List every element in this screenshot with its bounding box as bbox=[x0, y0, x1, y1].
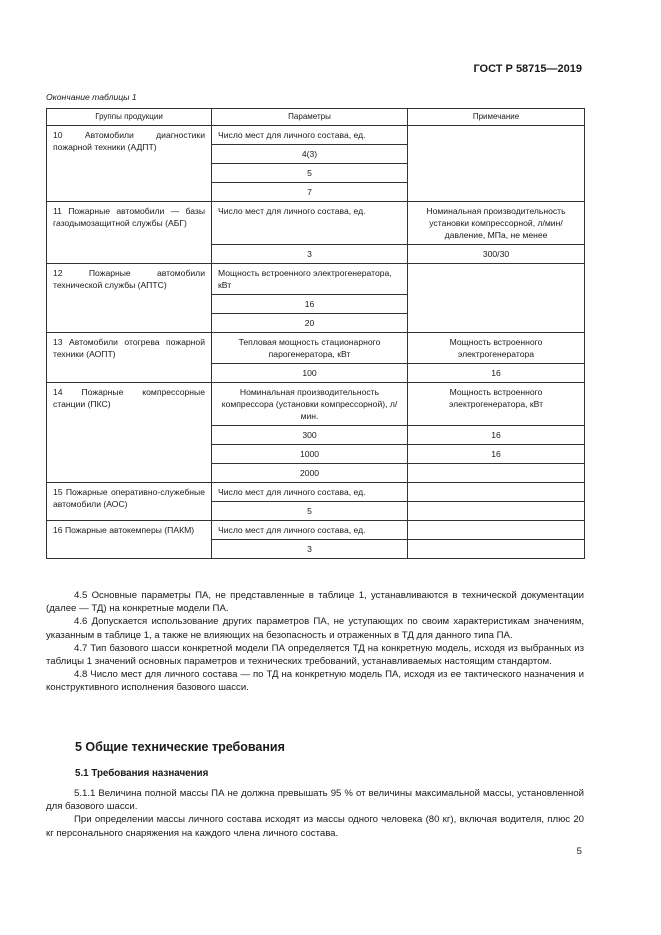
parameter-cell: 7 bbox=[212, 183, 408, 202]
paragraph-5-1-1: 5.1.1 Величина полной массы ПА не должна превышать 95 % от величины максимальной массы, установленной для базового шасси. bbox=[46, 788, 584, 813]
note-cell: Мощность встроенного электрогенератора, кВт bbox=[408, 383, 585, 426]
parameter-cell: Число мест для личного состава, ед. bbox=[212, 521, 408, 540]
parameter-cell: Номинальная производительность компрессора (установки компрессорной), л/мин. bbox=[212, 383, 408, 426]
parameter-cell: 1000 bbox=[212, 445, 408, 464]
parameter-cell: 4(3) bbox=[212, 145, 408, 164]
parameter-cell: 2000 bbox=[212, 464, 408, 483]
note-cell bbox=[408, 540, 585, 559]
parameter-cell: 3 bbox=[212, 540, 408, 559]
note-cell: 16 bbox=[408, 364, 585, 383]
group-cell: 13 Автомобили отогрева пожарной техники (АОПТ) bbox=[47, 333, 212, 383]
subsection-5-1-heading: 5.1 Требования назначения bbox=[75, 768, 209, 779]
parameter-cell: 16 bbox=[212, 295, 408, 314]
section-5-heading: 5 Общие технические требования bbox=[75, 740, 285, 754]
parameter-cell: Тепловая мощность стационарного парогенератора, кВт bbox=[212, 333, 408, 364]
parameter-cell: 20 bbox=[212, 314, 408, 333]
paragraph-4-6: 4.6 Допускается использование других параметров ПА, не уступающих по своим характеристикам значениям, указанным в таблице 1, а также не влияющих на безопасность и отраженных в ТД для данного типа ПА. bbox=[46, 616, 584, 641]
group-cell: 14 Пожарные компрессорные станции (ПКС) bbox=[47, 383, 212, 483]
parameter-cell: 100 bbox=[212, 364, 408, 383]
group-cell: 16 Пожарные автокемперы (ПАКМ) bbox=[47, 521, 212, 559]
note-cell: 16 bbox=[408, 445, 585, 464]
parameter-cell: 3 bbox=[212, 245, 408, 264]
table-row bbox=[47, 333, 585, 364]
table-row bbox=[47, 521, 585, 540]
table-row bbox=[47, 483, 585, 502]
note-cell bbox=[408, 521, 585, 540]
parameter-cell: 300 bbox=[212, 426, 408, 445]
table-row bbox=[47, 202, 585, 245]
note-cell: 16 bbox=[408, 426, 585, 445]
parameter-cell: Число мест для личного состава, ед. bbox=[212, 202, 408, 245]
column-header: Параметры bbox=[212, 109, 408, 126]
table-row bbox=[47, 383, 585, 426]
paragraph-4-5: 4.5 Основные параметры ПА, не представленные в таблице 1, устанавливаются в технической документации (далее — ТД) на конкретные модели ПА. bbox=[46, 590, 584, 615]
group-cell: 12 Пожарные автомобили технической службы (АПТС) bbox=[47, 264, 212, 333]
note-cell: Номинальная производительность установки компрессорной, л/мин/давление, МПа, не менее bbox=[408, 202, 585, 245]
note-cell bbox=[408, 126, 585, 202]
standard-designation: ГОСТ Р 58715—2019 bbox=[473, 63, 582, 75]
note-cell bbox=[408, 483, 585, 502]
table-row bbox=[47, 264, 585, 295]
column-header: Группы продукции bbox=[47, 109, 212, 126]
group-cell: 10 Автомобили диагностики пожарной техники (АДПТ) bbox=[47, 126, 212, 202]
note-cell bbox=[408, 502, 585, 521]
paragraph-4-7: 4.7 Тип базового шасси конкретной модели ПА определяется ТД на конкретную модель, исходя из выбранных из таблицы 1 значений основных параметров и технических требований, устанавливаемых настоящим стандартом. bbox=[46, 642, 584, 668]
section4-paragraphs bbox=[46, 589, 584, 695]
note-cell bbox=[408, 264, 585, 333]
column-header: Примечание bbox=[408, 109, 585, 126]
page-number: 5 bbox=[576, 846, 582, 857]
table-caption: Окончание таблицы 1 bbox=[46, 92, 137, 102]
section5-paragraphs bbox=[46, 787, 584, 840]
table-row bbox=[47, 126, 585, 145]
paragraph-5-1-1-continued: При определении массы личного состава исходят из массы одного человека (80 кг), включая водителя, плюс 20 кг персонального снаряжения на каждого члена личного состава. bbox=[46, 814, 584, 839]
parameter-cell: 5 bbox=[212, 164, 408, 183]
table-header-row bbox=[47, 109, 585, 126]
note-cell bbox=[408, 464, 585, 483]
parameter-cell: 5 bbox=[212, 502, 408, 521]
note-cell: 300/30 bbox=[408, 245, 585, 264]
parameter-cell: Число мест для личного состава, ед. bbox=[212, 126, 408, 145]
parameter-cell: Мощность встроенного электрогенератора, кВт bbox=[212, 264, 408, 295]
group-cell: 15 Пожарные оперативно-служебные автомобили (АОС) bbox=[47, 483, 212, 521]
group-cell: 11 Пожарные автомобили — базы газодымозащитной службы (АБГ) bbox=[47, 202, 212, 264]
paragraph-4-8: 4.8 Число мест для личного состава — по ТД на конкретную модель ПА, исходя из ее тактического назначения и конструктивного исполнения базового шасси. bbox=[46, 669, 584, 694]
parameter-cell: Число мест для личного состава, ед. bbox=[212, 483, 408, 502]
parameters-table bbox=[46, 108, 585, 559]
note-cell: Мощность встроенного электрогенератора bbox=[408, 333, 585, 364]
